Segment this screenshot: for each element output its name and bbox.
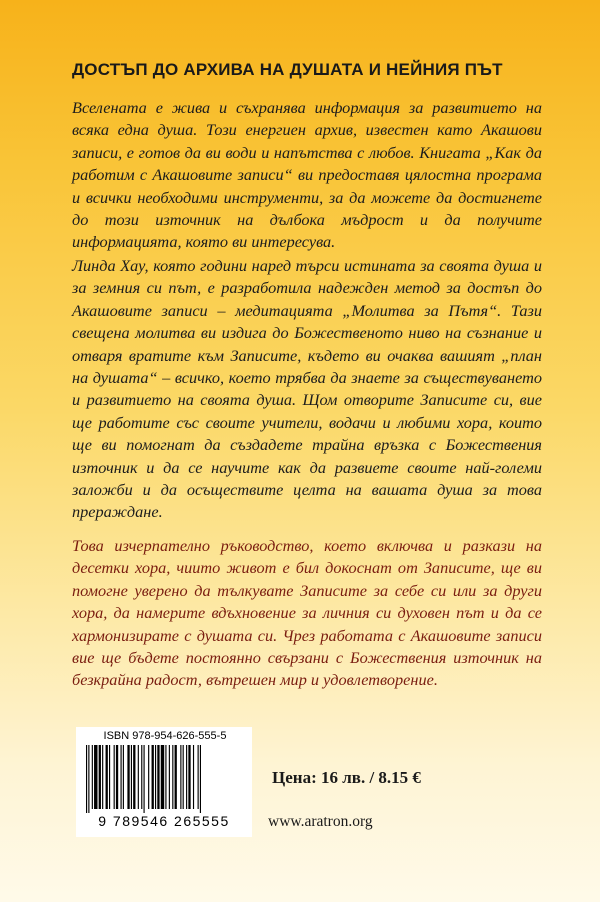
barcode-digits: 9 789546 265555 bbox=[98, 813, 230, 829]
price-label: Цена: 16 лв. / 8.15 € bbox=[272, 768, 421, 787]
barcode-block bbox=[76, 727, 252, 837]
description-paragraph-3: Това изчерпателно ръководство, което включва и разкази на десетки хора, чиито живот е бил докоснат от Записите, ще ви помогне уверено да тълкувате Записите за себе си или за други хора, да намерите вдъхновение за личния си духовен път и да се хармонизирате с душата си. Чрез работата с Акашовите записи вие ще бъдете постоянно свързани с Божествения източник на безкрайна радост, вътрешен мир и удовлетворение. bbox=[72, 536, 542, 690]
description-paragraph-1: Вселената е жива и съхранява информация за развитието на всяка една душа. Този енергиен архив, известен като Акашови записи, е готов да ви води и напътства с любов. Книгата „Как да работим с Акашовите записи“ ви предоставя цялостна програма и всички необходими инструменти, за да можете да достигнете до този източник на дълбока мъдрост и да получите информацията, която ви интересува. bbox=[72, 98, 542, 252]
barcode-graphic bbox=[84, 745, 244, 813]
description-paragraph-2: Линда Хау, която години наред търси истината за своята душа и за земния си път, е разработила надежден метод за достъп до Акашовите записи – медитацията „Молитва за Пътя“. Тази свещена молитва ви издига до Божественото ниво на съзнание и отваря вратите към Записите, където ви очаква вашият „план на душата“ – всичко, което трябва да знаете за съществуването и развитието на своята душа. Щом отворите Записите си, вие ще работите със своите учители, водачи и любими хора, които ще ви помогнат да създадете трайна връзка с Божествения източник и да се научите как да развиете своите най-големи заложби и да осъществите целта на вашата душа за това прераждане. bbox=[72, 256, 542, 522]
back-cover-heading: ДОСТЪП ДО АРХИВА НА ДУШАТА И НЕЙНИЯ ПЪТ bbox=[72, 60, 503, 79]
publisher-website: www.aratron.org bbox=[268, 813, 373, 830]
isbn-label: ISBN 978-954-626-555-5 bbox=[103, 730, 227, 742]
